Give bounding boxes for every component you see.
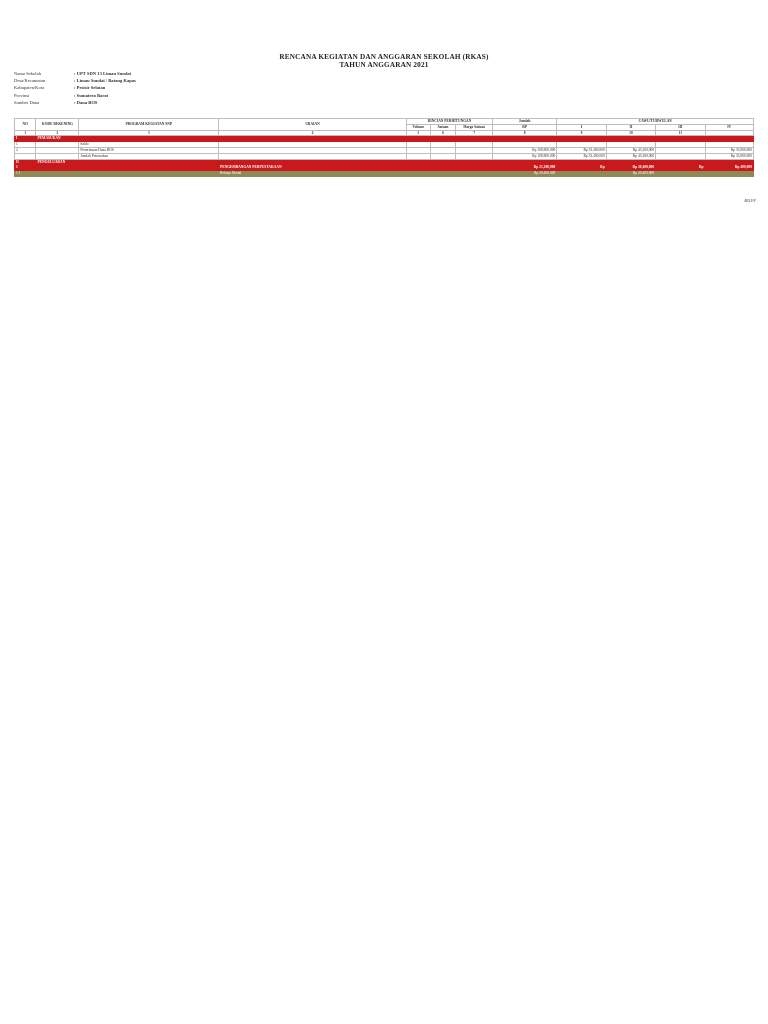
table-cell (557, 171, 606, 177)
column-number: 3 (79, 130, 219, 136)
identity-label: Provinsi (14, 92, 30, 98)
identity-row (14, 93, 136, 100)
table-cell (79, 171, 219, 177)
col-volume: Volume (407, 124, 431, 130)
col-program: PROGRAM KEGIATAN SNP (79, 119, 219, 131)
table-cell: 2 (15, 147, 36, 153)
column-number: 11 (656, 130, 705, 136)
col-kode-rekening: KODE REKENING (36, 119, 79, 131)
identity-value: : UPT SDN 13 Limau Sundai (74, 71, 131, 76)
table-cell: Rp (656, 165, 705, 171)
table-cell: Penerimaan Dana BOS (79, 147, 219, 153)
col-harga: Harga Satuan (456, 124, 493, 130)
table-cell: PEMASUKAN (36, 136, 79, 142)
table-cell: Rp 108,800,000 (492, 153, 556, 159)
table-cell: Rp 20,400,000 (606, 171, 655, 177)
column-number: 9 (557, 130, 606, 136)
column-number: 4 (219, 130, 407, 136)
table-cell (456, 171, 493, 177)
table-cell: Rp 43,200,000 (606, 147, 655, 153)
col-rincian: RINCIAN PERHITUNGAN (407, 119, 493, 125)
col-rp: RP (492, 124, 556, 130)
identity-row (14, 78, 136, 85)
col-uraian: URAIAN (219, 119, 407, 131)
table-cell: Rp 33,800,000 (705, 147, 753, 153)
table-cell: Rp 43,200,000 (606, 153, 655, 159)
table-row (15, 171, 754, 177)
col-caturwulan: CAWU/TURWULAN (557, 119, 754, 125)
identity-label: Sumber Dana (14, 99, 40, 105)
col-q2: II (606, 124, 655, 130)
table-cell: Rp 400,000 (705, 165, 753, 171)
table-cell: Saldo (79, 142, 219, 148)
document-subtitle: TAHUN ANGGARAN 2021 (339, 61, 429, 69)
column-number: 10 (606, 130, 655, 136)
side-note: 4BLEP (744, 198, 756, 203)
col-q3: III (656, 124, 705, 130)
identity-row (14, 100, 136, 107)
table-cell: Rp 33,800,000 (705, 153, 753, 159)
col-q1: I (557, 124, 606, 130)
table-cell: 1 (15, 142, 36, 148)
table-cell: Rp 20,400,000 (492, 171, 556, 177)
table-cell: Rp 108,800,000 (492, 147, 556, 153)
table-cell (656, 171, 705, 177)
table-cell: 1.1 (15, 171, 36, 177)
table-cell: Rp 33,400,000 (557, 147, 606, 153)
identity-value: : Sumatera Barat (74, 92, 109, 98)
identity-row (14, 71, 136, 78)
document-title: RENCANA KEGIATAN DAN ANGGARAN SEKOLAH (RKAS) (279, 53, 489, 61)
identity-row (14, 85, 136, 92)
identity-label: Kabupaten/Kota (14, 85, 45, 91)
rkas-table (14, 118, 754, 177)
col-satuan: Satuan (430, 124, 456, 130)
table-cell: Rp 33,400,000 (557, 153, 606, 159)
table-cell (36, 171, 79, 177)
table-cell: Jumlah Pemasukan (79, 153, 219, 159)
identity-label: Nama Sekolah (14, 71, 41, 76)
table-cell: Belanja Modal (219, 171, 407, 177)
table-cell: PENGELUARAN (36, 159, 79, 165)
col-q4: IV (705, 124, 753, 130)
col-no: NO (15, 119, 36, 131)
school-identity (14, 71, 136, 107)
identity-label: Desa/Kecamatan (14, 78, 46, 84)
table-cell: II (15, 159, 36, 165)
column-number: 7 (456, 130, 493, 136)
table-cell (407, 171, 431, 177)
table-cell: Rp 21,200,000 (492, 165, 556, 171)
column-number: 1 (15, 130, 36, 136)
identity-value: : Dana BOS (74, 99, 98, 105)
table-cell: PENGEMBANGAN PERPUSTAKAAN (219, 165, 407, 171)
column-number: 2 (36, 130, 79, 136)
table-cell (705, 171, 753, 177)
column-number: 8 (492, 130, 556, 136)
column-number: 6 (430, 130, 456, 136)
col-jumlah: Jumlah (492, 119, 556, 125)
table-cell (430, 171, 456, 177)
table-cell: 1 (15, 165, 36, 171)
table-cell: Rp (557, 165, 606, 171)
identity-value: : Limau Sundai / Batang Kapas (74, 78, 136, 84)
column-number: 5 (407, 130, 431, 136)
identity-value: : Pesisir Selatan (74, 85, 106, 91)
table-cell: I (15, 136, 36, 142)
table-cell: Rp 20,400,000 (606, 165, 655, 171)
